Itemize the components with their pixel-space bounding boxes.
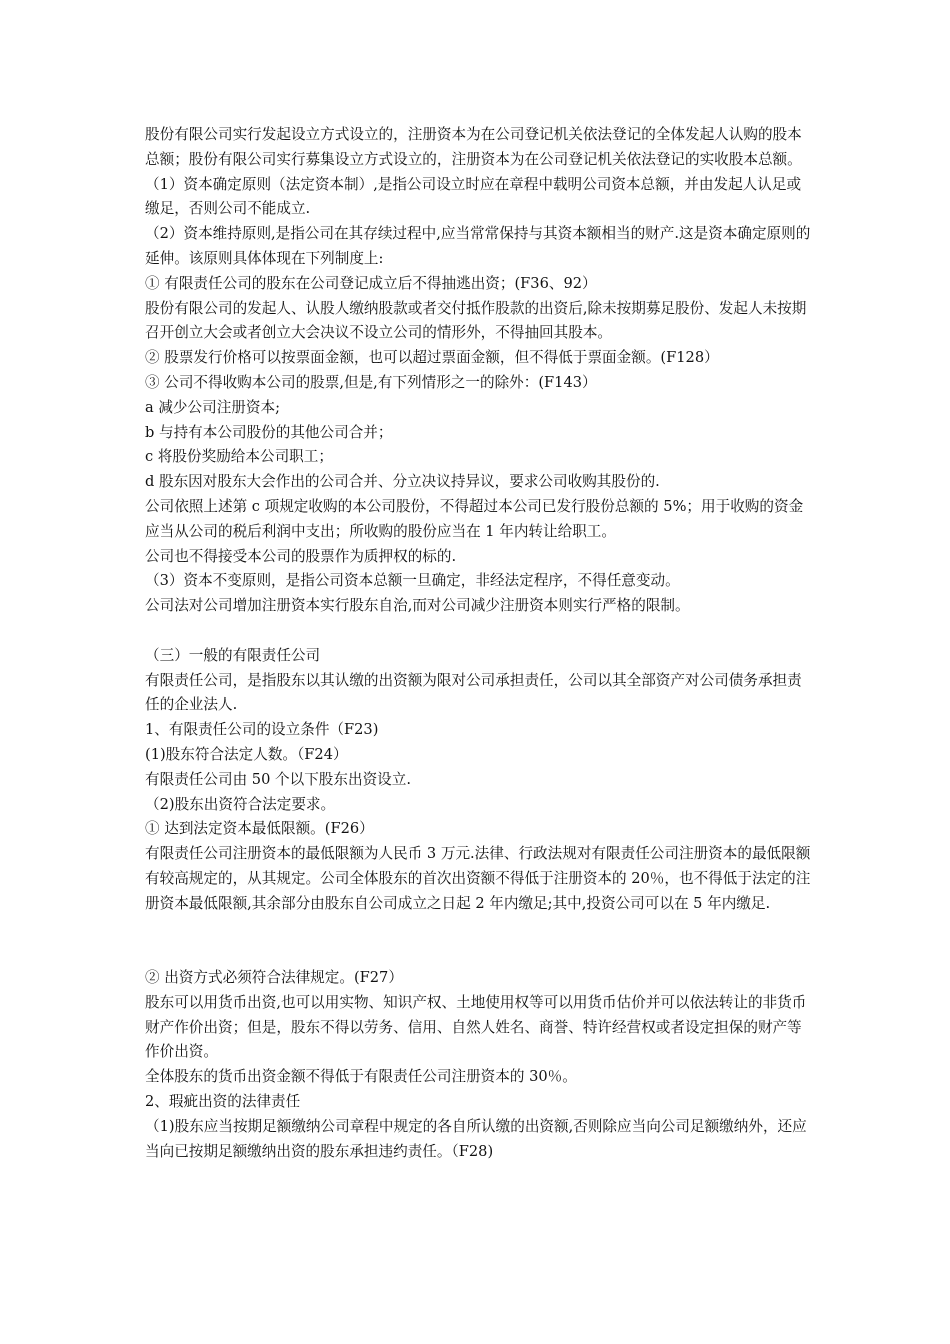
- paragraph-liability: （1)股东应当按期足额缴纳公司章程中规定的各自所认缴的出资额,否则除应当向公司足额缴纳外，还应当向已按期足额缴纳出资的股东承担违约责任。（F28): [145, 1117, 807, 1160]
- list-item-b: b 与持有本公司股份的其他公司合并；: [145, 423, 393, 441]
- paragraph-repurchase-limit: 公司依照上述第 c 项规定收购的本公司股份，不得超过本公司已发行股份总额的 5%；用于收购的资金应当从公司的税后利润中支出；所收购的股份应当在 1 年内转让给职工。: [145, 497, 804, 540]
- paragraph-contribution-forms: 股东可以用货币出资,也可以用实物、知识产权、土地使用权等可以用货币估价并可以依法转让的非货币财产作价出资；但是，股东不得以劳务、信用、自然人姓名、商誉、特许经营权或者设定担保的财产等作价出资。: [145, 993, 807, 1061]
- paragraph-fifty-shareholders: 有限责任公司由 50 个以下股东出资设立.: [145, 770, 411, 788]
- paragraph-minimum-capital: ① 达到法定资本最低限额。(F26）: [145, 820, 374, 838]
- paragraph-llc-definition: 有限责任公司，是指股东以其认缴的出资额为限对公司承担责任，公司以其全部资产对公司债务承担责任的企业法人.: [145, 671, 802, 714]
- paragraph-contribution-requirements: （2)股东出资符合法定要求。: [145, 795, 336, 813]
- blank-line: [145, 619, 815, 644]
- paragraph-capital-maintenance: （2）资本维持原则,是指公司在其存续过程中,应当常常保持与其资本额相当的财产.这是资本确定原则的延伸。该原则具体体现在下列制度上:: [145, 225, 811, 267]
- paragraph-promoters: 股份有限公司的发起人、认股人缴纳股款或者交付抵作股款的出资后,除未按期募足股份、发起人未按期召开创立大会或者创立大会决议不设立公司的情形外，不得抽回其股本。: [145, 299, 807, 342]
- paragraph-item-1: ① 有限责任公司的股东在公司登记成立后不得抽逃出资；(F36、92）: [145, 274, 597, 292]
- paragraph-minimum-capital-detail: 有限责任公司注册资本的最低限额为人民币 3 万元.法律、行政法规对有限责任公司注册资本的最低限额有较高规定的，从其规定。公司全体股东的首次出资额不得低于注册资本的 20％，也不得低于法定的注册资本最低限额,其余部分由股东自公司成立之日起 2 年内缴足;其中,投资公司可以在 5 年内缴足.: [145, 845, 811, 912]
- paragraph-item-2: ② 股票发行价格可以按票面金额，也可以超过票面金额，但不得低于票面金额。(F128）: [145, 349, 719, 367]
- document-page: [145, 123, 815, 1164]
- paragraph-shareholder-number: (1)股东符合法定人数。（F24）: [145, 745, 348, 763]
- blank-lines: [145, 917, 815, 967]
- paragraph-setup-conditions: 1、有限责任公司的设立条件（F23): [145, 721, 379, 739]
- paragraph-defective-contribution: 2、瑕疵出资的法律责任: [145, 1093, 301, 1111]
- list-item-d: d 股东因对股东大会作出的公司合并、分立决议持异议，要求公司收购其股份的.: [145, 473, 660, 491]
- list-item-a: a 减少公司注册资本;: [145, 398, 281, 416]
- paragraph-contribution-method: ② 出资方式必须符合法律规定。(F27）: [145, 969, 403, 987]
- section-heading: （三）一般的有限责任公司: [145, 646, 321, 664]
- paragraph-capital-constancy: （3）资本不变原则，是指公司资本总额一旦确定，非经法定程序，不得任意变动。: [145, 572, 680, 590]
- paragraph-capital-determination: （1）资本确定原则（法定资本制）,是指公司设立时应在章程中载明公司资本总额，并由发起人认足或缴足，否则公司不能成立.: [145, 175, 802, 218]
- paragraph-pledge: 公司也不得接受本公司的股票作为质押权的标的.: [145, 547, 457, 565]
- paragraph-capital-change: 公司法对公司增加注册资本实行股东自治,而对公司减少注册资本则实行严格的限制。: [145, 597, 690, 615]
- paragraph-item-3: ③ 公司不得收购本公司的股票,但是,有下列情形之一的除外：(F143）: [145, 373, 597, 391]
- paragraph-registered-capital: 股份有限公司实行发起设立方式设立的，注册资本为在公司登记机关依法登记的全体发起人认购的股本总额；股份有限公司实行募集设立方式设立的，注册资本为在公司登记机关依法登记的实收股本总额。: [145, 126, 802, 168]
- list-item-c: c 将股份奖励给本公司职工；: [145, 448, 333, 466]
- paragraph-monetary-contribution: 全体股东的货币出资金额不得低于有限责任公司注册资本的 30％。: [145, 1068, 577, 1086]
